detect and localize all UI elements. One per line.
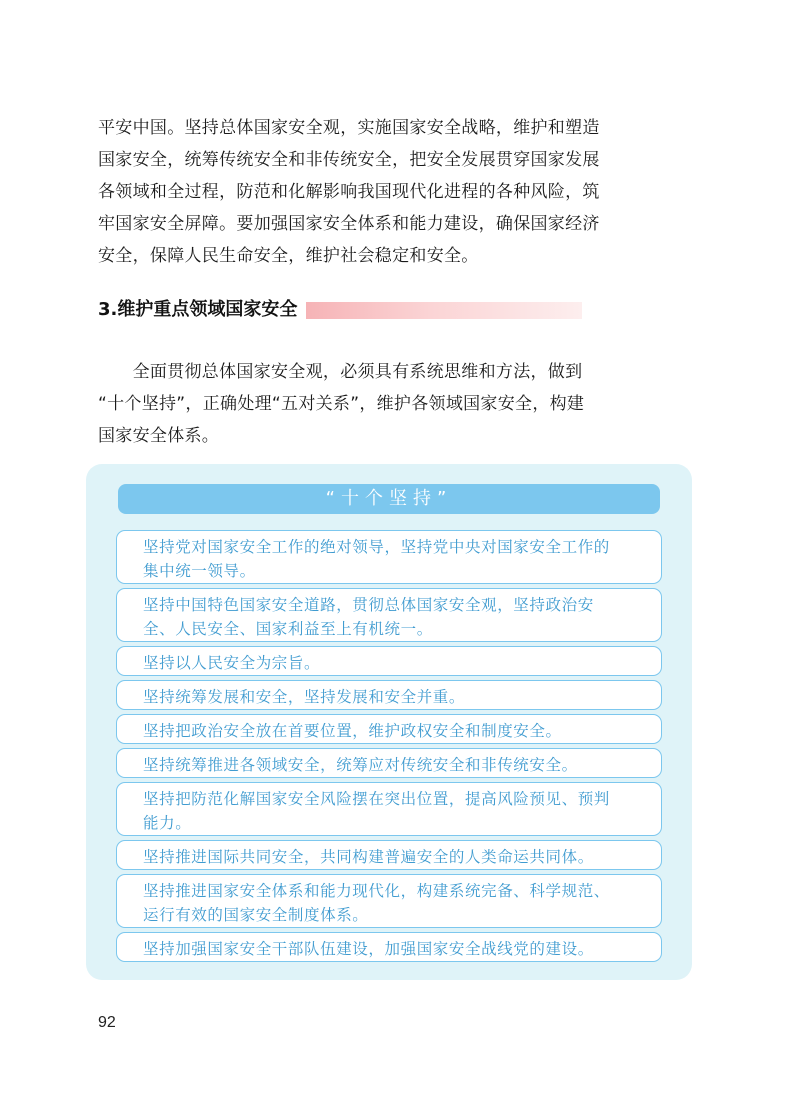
paragraph-line: 平安中国。坚持总体国家安全观，实施国家安全战略，维护和塑造 xyxy=(98,118,600,138)
list-item-line: 坚持统筹推进各领域安全，统筹应对传统安全和非传统安全。 xyxy=(143,756,578,774)
list-item-line: 坚持中国特色国家安全道路，贯彻总体国家安全观，坚持政治安 xyxy=(143,596,594,614)
page-number: 92 xyxy=(98,1014,116,1031)
paragraph-line: “十个坚持”，正确处理“五对关系”，维护各领域国家安全，构建 xyxy=(98,394,585,414)
paragraph-line: 国家安全体系。 xyxy=(98,426,220,446)
ten-adherences-box xyxy=(86,464,692,980)
list-item-line: 坚持把防范化解国家安全风险摆在突出位置，提高风险预见、预判 xyxy=(143,790,610,808)
paragraph-line: 各领域和全过程，防范和化解影响我国现代化进程的各种风险，筑 xyxy=(98,182,600,202)
list-item-line: 集中统一领导。 xyxy=(143,562,256,580)
list-item-line: 坚持党对国家安全工作的绝对领导，坚持党中央对国家安全工作的 xyxy=(143,538,610,556)
list-item-line: 坚持加强国家安全干部队伍建设，加强国家安全战线党的建设。 xyxy=(143,940,594,958)
list-item xyxy=(116,646,662,676)
body-paragraph-2 xyxy=(98,356,598,452)
paragraph-line: 全面贯彻总体国家安全观，必须具有系统思维和方法，做到 xyxy=(98,362,583,382)
paragraph-line: 安全，保障人民生命安全，维护社会稳定和安全。 xyxy=(98,246,479,266)
list-item xyxy=(116,530,662,584)
list-item-line: 坚持推进国际共同安全，共同构建普遍安全的人类命运共同体。 xyxy=(143,848,594,866)
list-item xyxy=(116,840,662,870)
list-item-line: 坚持把政治安全放在首要位置，维护政权安全和制度安全。 xyxy=(143,722,562,740)
list-item xyxy=(116,588,662,642)
list-item xyxy=(116,932,662,962)
list-item-line: 能力。 xyxy=(143,814,192,832)
list-item-line: 坚持以人民安全为宗旨。 xyxy=(143,654,321,672)
body-paragraph-1 xyxy=(98,112,598,272)
list-item-line: 坚持推进国家安全体系和能力现代化，构建系统完备、科学规范、 xyxy=(143,882,610,900)
section-heading-label: 3.维护重点领域国家安全 xyxy=(98,299,298,320)
list-item-line: 坚持统筹发展和安全，坚持发展和安全并重。 xyxy=(143,688,466,706)
list-item xyxy=(116,748,662,778)
list-item xyxy=(116,874,662,928)
list-item xyxy=(116,714,662,744)
box-title: “十个坚持” xyxy=(118,484,660,514)
paragraph-line: 牢国家安全屏障。要加强国家安全体系和能力建设，确保国家经济 xyxy=(98,214,600,234)
heading-accent-bar xyxy=(306,302,582,319)
paragraph-line: 国家安全，统筹传统安全和非传统安全，把安全发展贯穿国家发展 xyxy=(98,150,600,170)
list-item-line: 运行有效的国家安全制度体系。 xyxy=(143,906,369,924)
section-heading xyxy=(98,296,584,324)
list-item-line: 全、人民安全、国家利益至上有机统一。 xyxy=(143,620,433,638)
list-item xyxy=(116,782,662,836)
list-item xyxy=(116,680,662,710)
